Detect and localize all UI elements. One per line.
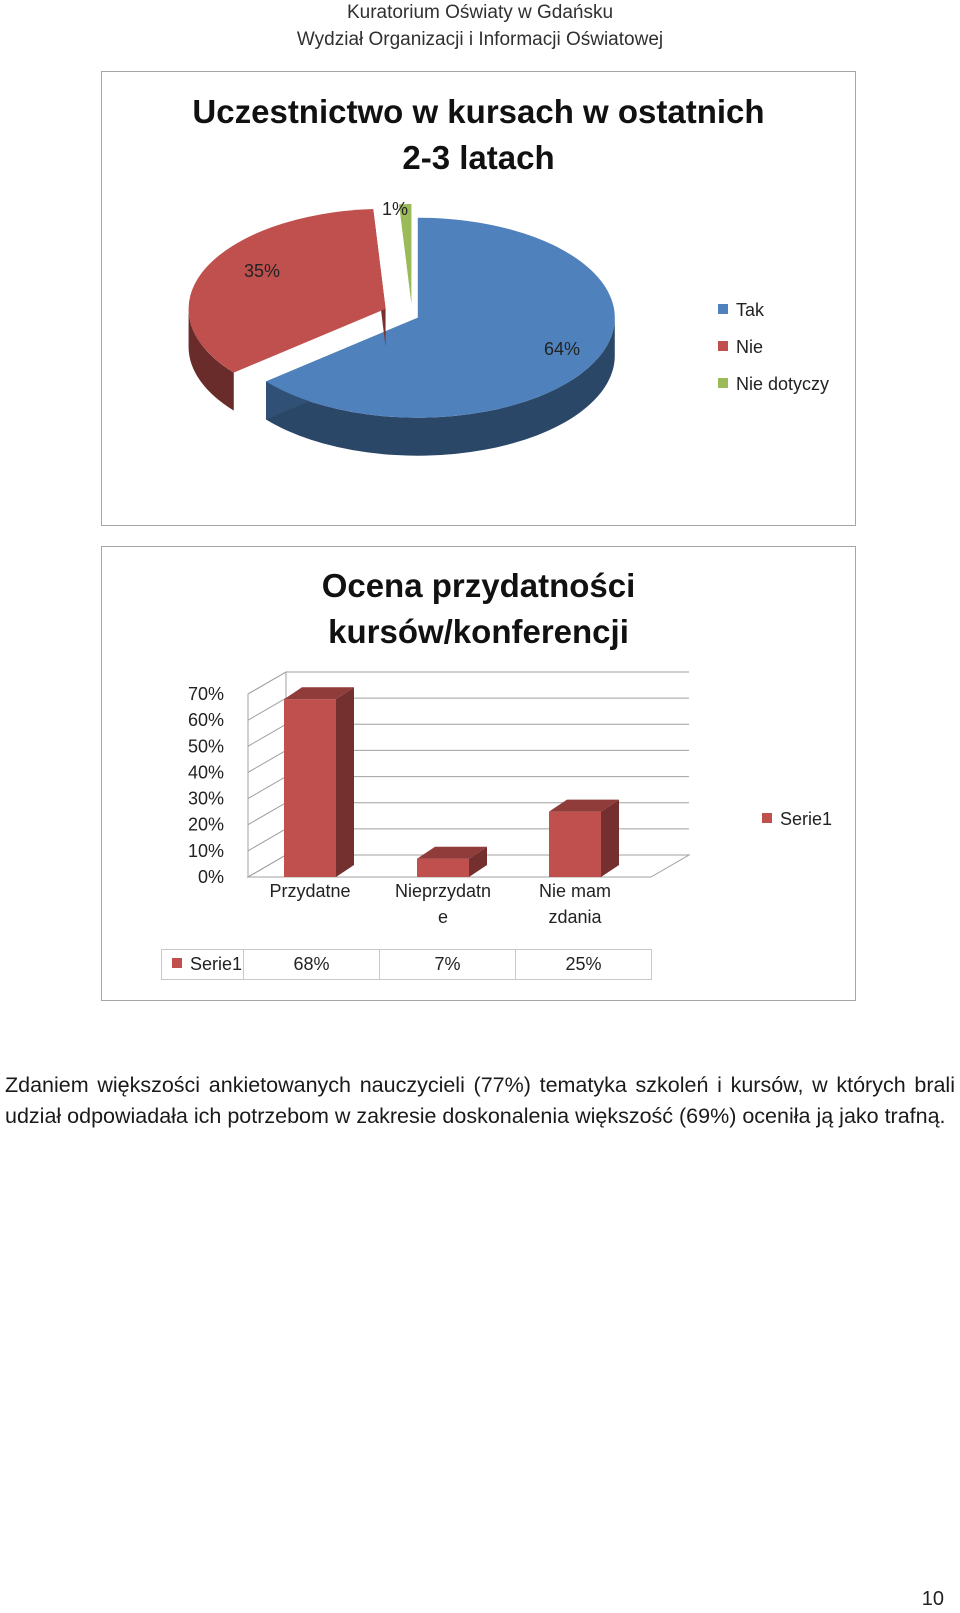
- data-table-series-cell: [162, 950, 244, 980]
- pie-data-label: 1%: [381, 199, 409, 219]
- data-table-value: 25%: [516, 950, 652, 980]
- page-number: 10: [921, 1588, 944, 1610]
- bar-chart-panel: [101, 546, 856, 1001]
- header-institution: Kuratorium Oświaty w Gdańsku: [346, 2, 614, 23]
- data-table-row: [162, 950, 652, 980]
- legend-swatch-icon: [718, 378, 728, 388]
- x-category-label: Nie mam: [538, 881, 612, 901]
- data-table-value: 68%: [244, 950, 380, 980]
- pie-data-label: 35%: [243, 261, 281, 281]
- bar-data-table: [161, 949, 652, 980]
- bar-legend: [762, 807, 852, 837]
- pie-legend-label: Tak: [736, 300, 765, 320]
- pie-title-line-1: Uczestnictwo w kursach w ostatnich: [192, 93, 765, 130]
- pie-chart-panel: [101, 71, 856, 526]
- bar-plot: [102, 547, 854, 999]
- x-category-label: e: [437, 907, 449, 927]
- pie-title-line-2: 2-3 latach: [402, 139, 555, 176]
- pie-legend-item: [718, 372, 829, 396]
- bar-3: [549, 800, 619, 877]
- bar-1: [284, 687, 354, 877]
- pie-legend-label: Nie dotyczy: [736, 374, 830, 394]
- legend-swatch-icon: [718, 341, 728, 351]
- summary-paragraph: Zdaniem większości ankietowanych nauczycieli (77%) tematyka szkoleń i kursów, w których brali udział odpowiadała ich potrzebom w zakresie doskonalenia większość (69%) oceniła ją jako trafną.: [5, 1073, 955, 1128]
- y-tick-label: 10%: [187, 840, 224, 861]
- x-category-label: zdania: [548, 907, 602, 927]
- x-category-label: Nieprzydatn: [394, 881, 492, 901]
- x-category-label: Przydatne: [269, 881, 351, 901]
- pie-legend-item: [718, 335, 763, 359]
- bar-title-line-1: Ocena przydatności: [321, 567, 636, 604]
- pie-slice-3: [399, 204, 411, 304]
- y-tick-label: 0%: [197, 867, 224, 887]
- pie-data-label: 64%: [543, 339, 581, 359]
- y-tick-label: 20%: [187, 814, 224, 835]
- series-swatch-icon: [172, 958, 182, 968]
- pie-legend-item: [718, 298, 764, 322]
- legend-swatch-icon: [762, 813, 772, 823]
- bar-legend-label: Serie1: [780, 809, 833, 829]
- legend-swatch-icon: [718, 304, 728, 314]
- pie-legend: [718, 298, 848, 398]
- header-department: Wydział Organizacji i Informacji Oświatowej: [296, 29, 664, 50]
- data-table-series-name: Serie1: [190, 954, 243, 974]
- pie-legend-label: Nie: [736, 337, 764, 357]
- y-tick-label: 60%: [187, 710, 224, 731]
- bar-title-line-2: kursów/konferencji: [328, 613, 629, 650]
- y-tick-label: 30%: [187, 788, 224, 809]
- y-tick-label: 70%: [187, 684, 224, 704]
- bar-legend-item: [762, 807, 832, 831]
- y-tick-label: 50%: [187, 736, 224, 757]
- data-table-value: 7%: [380, 950, 516, 980]
- y-tick-label: 40%: [187, 762, 224, 783]
